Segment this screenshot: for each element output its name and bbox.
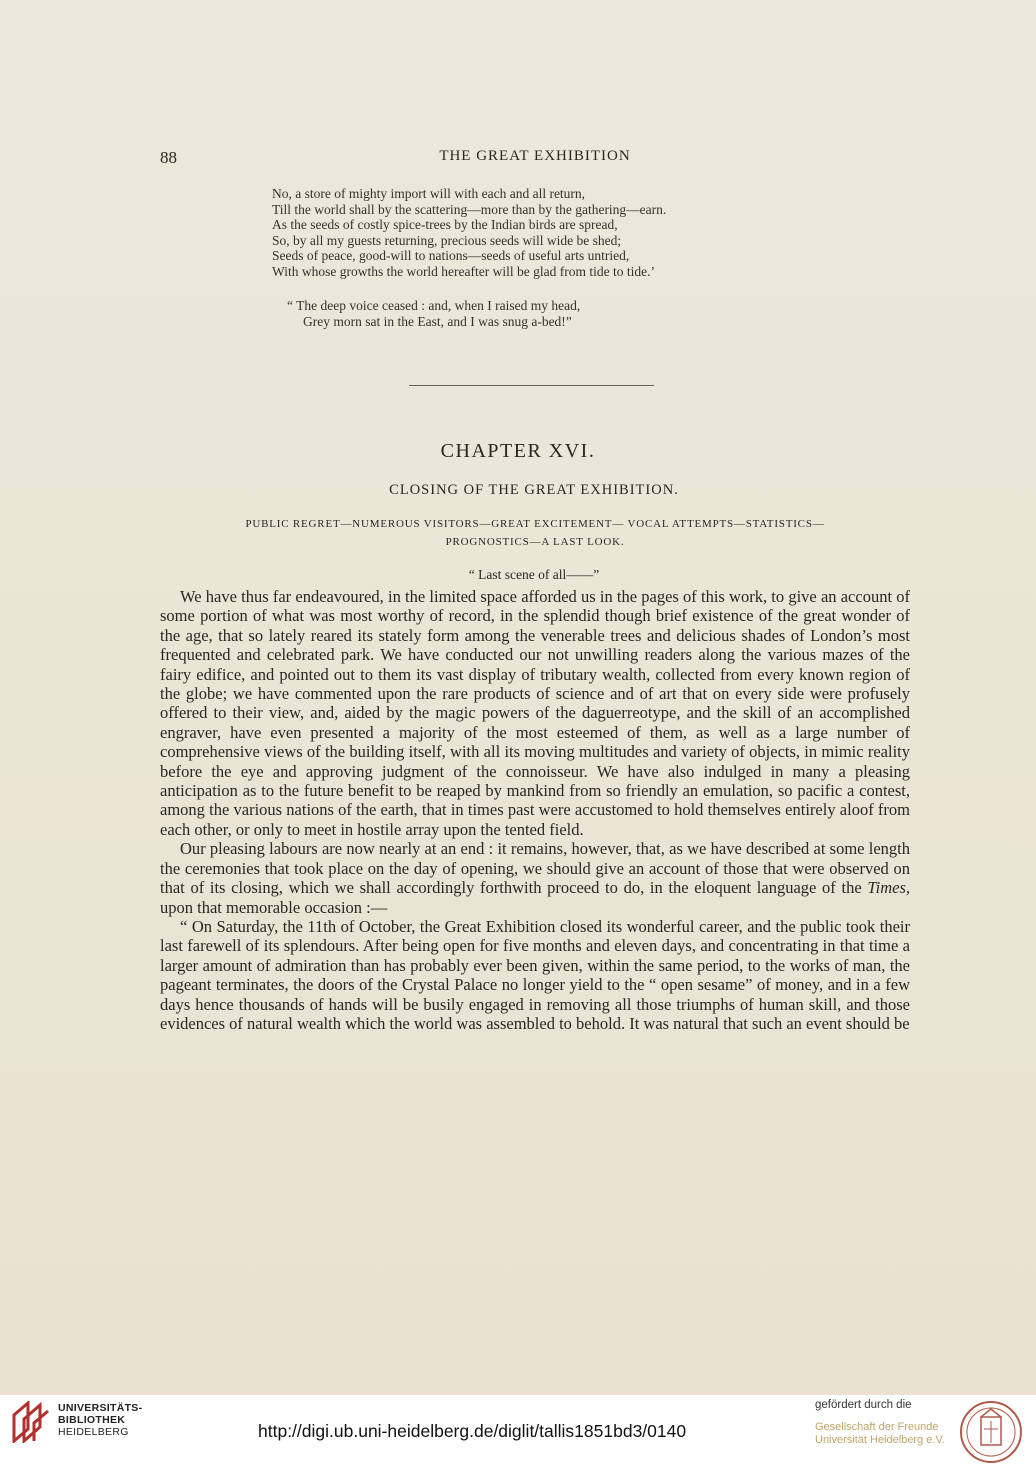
paragraph: “ On Saturday, the 11th of October, the Great Exhibition closed its wonderful career, and the public took their last farewell of its splendours. After being open for five months and eleven days, and concentrating in that time a larger amount of admiration than has probably ever been given, within the same period, to the works of man, the pageant terminates, the doors of the Crystal Palace no longer yield to the “ open sesame” of money, and in a few days hence thousands of hands will be busily engaged in removing all those triumphs of human skill, and those evidences of natural wealth which the world was assembled to behold. It was natural that such an event should be xyxy=(160,916,910,1033)
library-name-line: UNIVERSITÄTS- xyxy=(58,1402,143,1414)
permalink-url[interactable]: http://digi.ub.uni-heidelberg.de/diglit/tallis1851bd3/0140 xyxy=(258,1421,687,1441)
paragraph-text: upon that memorable occasion :— xyxy=(160,897,388,917)
paragraph xyxy=(160,839,910,917)
paragraph-text: Our pleasing labours are now nearly at an end : it remains, however, that, as we have described at some length the ceremonies that took place on the day of opening, we should give an account of those that were observed on that of its closing, which we shall accordingly forthwith proceed to do, in the eloquent language of the xyxy=(160,839,910,898)
synopsis-line: PROGNOSTICS—A LAST LOOK. xyxy=(445,536,625,548)
verse-line: No, a store of mighty import will with each and all return, xyxy=(272,186,586,201)
epigraph: “ Last scene of all——” xyxy=(468,567,600,582)
verse-line: Grey morn sat in the East, and I was snug a-bed!” xyxy=(303,313,572,329)
university-seal-icon xyxy=(955,1399,1027,1465)
running-title: THE GREAT EXHIBITION xyxy=(439,148,631,164)
section-divider xyxy=(409,385,654,386)
verse-line: With whose growths the world hereafter will be glad from tide to tide.’ xyxy=(272,263,655,279)
library-name-line: HEIDELBERG xyxy=(58,1426,129,1438)
chapter-synopsis xyxy=(160,515,910,551)
verse-stanza xyxy=(272,186,666,279)
library-name xyxy=(58,1402,142,1438)
verse-line: Seeds of peace, good-will to nations—seeds of useful arts untried, xyxy=(272,248,630,263)
library-logo-icon xyxy=(10,1401,50,1443)
footer-bar xyxy=(0,1395,1036,1471)
running-head xyxy=(160,148,910,170)
verse-closing xyxy=(287,298,580,329)
verse-line: “ The deep voice ceased : and, when I raised my head, xyxy=(287,298,581,313)
italic-title: Times, xyxy=(867,878,910,898)
library-name-line: BIBLIOTHEK xyxy=(58,1414,126,1426)
paragraph: We have thus far endeavoured, in the limited space afforded us in the pages of this work, to give an account of some portion of what was most worthy of record, in the splendid though brief existence of the great wonder of the age, that so lately reared its stately form among the venerable trees and delicious shades of London’s most frequented and celebrated park. We have conducted our not unwilling readers along the various mazes of the fairy edifice, and pointed out to them its vast display of tributary wealth, collected from every known region of the globe; we have commented upon the rare products of science and of art that on every side were profusely offered to their view, and, aided by the magic powers of the daguerreotype, and the skill of an accomplished engraver, have even presented a majority of the most esteemed of them, as well as a large number of comprehensive views of the building itself, with all its moving multitudes and variety of objects, in mimic reality before the eye and approving judgment of the connoisseur. We have also indulged in many a pleasing anticipation as to the future benefit to be reaped by mankind from so friendly an emulation, so pacific a contest, among the various nations of the earth, that in times past were accustomed to hold themselves entirely aloof from each other, or only to meet in hostile array upon the tented field. xyxy=(160,587,910,839)
verse-line: Till the world shall by the scattering—more than by the gathering—earn. xyxy=(272,201,667,217)
sponsor-name: Universität Heidelberg e.V. xyxy=(815,1434,945,1446)
verse-line: So, by all my guests returning, precious seeds will wide be shed; xyxy=(272,232,622,248)
sponsor-block xyxy=(815,1399,945,1447)
sponsor-name: Gesellschaft der Freunde xyxy=(815,1421,939,1433)
synopsis-line: PUBLIC REGRET—NUMEROUS VISITORS—GREAT EXCITEMENT— VOCAL ATTEMPTS—STATISTICS— xyxy=(245,518,825,530)
sponsor-label: gefördert durch die xyxy=(815,1399,912,1411)
body-text xyxy=(160,587,910,1033)
chapter-subtitle: CLOSING OF THE GREAT EXHIBITION. xyxy=(389,482,679,498)
chapter-title: CHAPTER XVI. xyxy=(440,440,596,462)
verse-line: As the seeds of costly spice-trees by the Indian birds are spread, xyxy=(272,217,618,232)
page-number: 88 xyxy=(160,148,177,167)
